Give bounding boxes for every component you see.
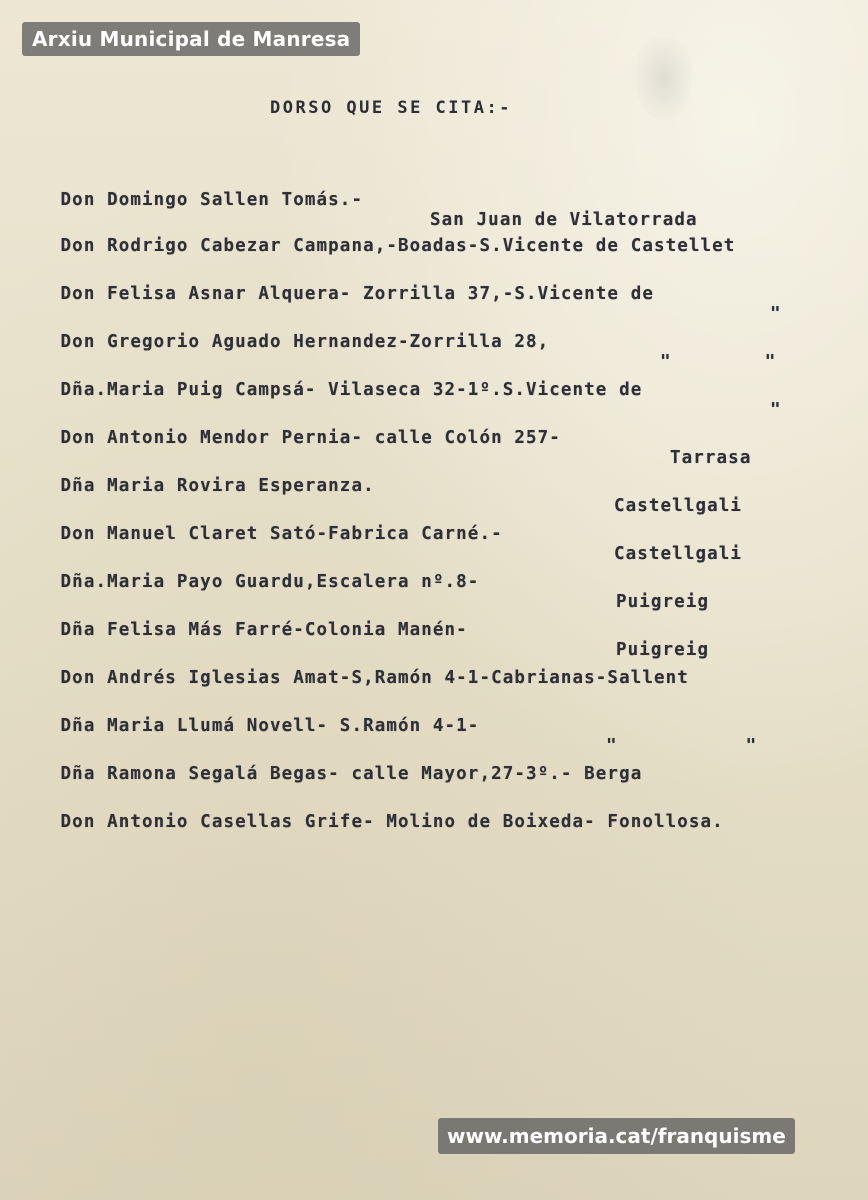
entry-location: " "	[606, 736, 758, 756]
entry-text: Don Rodrigo Cabezar Campana,-Boadas-S.Vicente de Castellet	[60, 236, 736, 256]
entry-text: Dña Felisa Más Farré-Colonia Manén-	[60, 620, 468, 640]
entry-location: San Juan de Vilatorrada	[430, 210, 698, 230]
entry-row	[14, 792, 848, 872]
entry-text: Don Andrés Iglesias Amat-S,Ramón 4-1-Cabrianas-Sallent	[60, 668, 689, 688]
entry-location: "	[770, 304, 782, 324]
entry-text: Don Manuel Claret Sató-Fabrica Carné.-	[60, 524, 503, 544]
entry-location: Puigreig	[616, 592, 710, 612]
entry-text: Dña Maria Llumá Novell- S.Ramón 4-1-	[60, 716, 480, 736]
entry-text: Dña Maria Rovira Esperanza.	[60, 476, 375, 496]
entry-text: Don Domingo Sallen Tomás.-	[60, 190, 364, 210]
entry-location: Castellgali	[614, 496, 742, 516]
entry-text: Don Antonio Mendor Pernia- calle Colón 257-	[60, 428, 561, 448]
entry-location: "	[770, 400, 782, 420]
site-watermark: www.memoria.cat/franquisme	[438, 1118, 795, 1154]
archive-watermark: Arxiu Municipal de Manresa	[22, 22, 360, 56]
entry-location: " "	[660, 352, 777, 372]
entry-text: Dña Ramona Segalá Begas- calle Mayor,27-3º.- Berga	[60, 764, 643, 784]
entry-text: Dña.Maria Puig Campsá- Vilaseca 32-1º.S.Vicente de	[60, 380, 643, 400]
entry-location: Puigreig	[616, 640, 710, 660]
entry-text: Don Gregorio Aguado Hernandez-Zorrilla 28,	[60, 332, 550, 352]
seal-stamp	[636, 38, 692, 118]
entry-location: Tarrasa	[670, 448, 752, 468]
entry-text: Don Antonio Casellas Grife- Molino de Boixeda- Fonollosa.	[60, 812, 724, 832]
document-heading: DORSO QUE SE CITA:-	[270, 98, 512, 118]
entry-text: Don Felisa Asnar Alquera- Zorrilla 37,-S.Vicente de	[60, 284, 654, 304]
entry-location: Castellgali	[614, 544, 742, 564]
entry-text: Dña.Maria Payo Guardu,Escalera nº.8-	[60, 572, 480, 592]
